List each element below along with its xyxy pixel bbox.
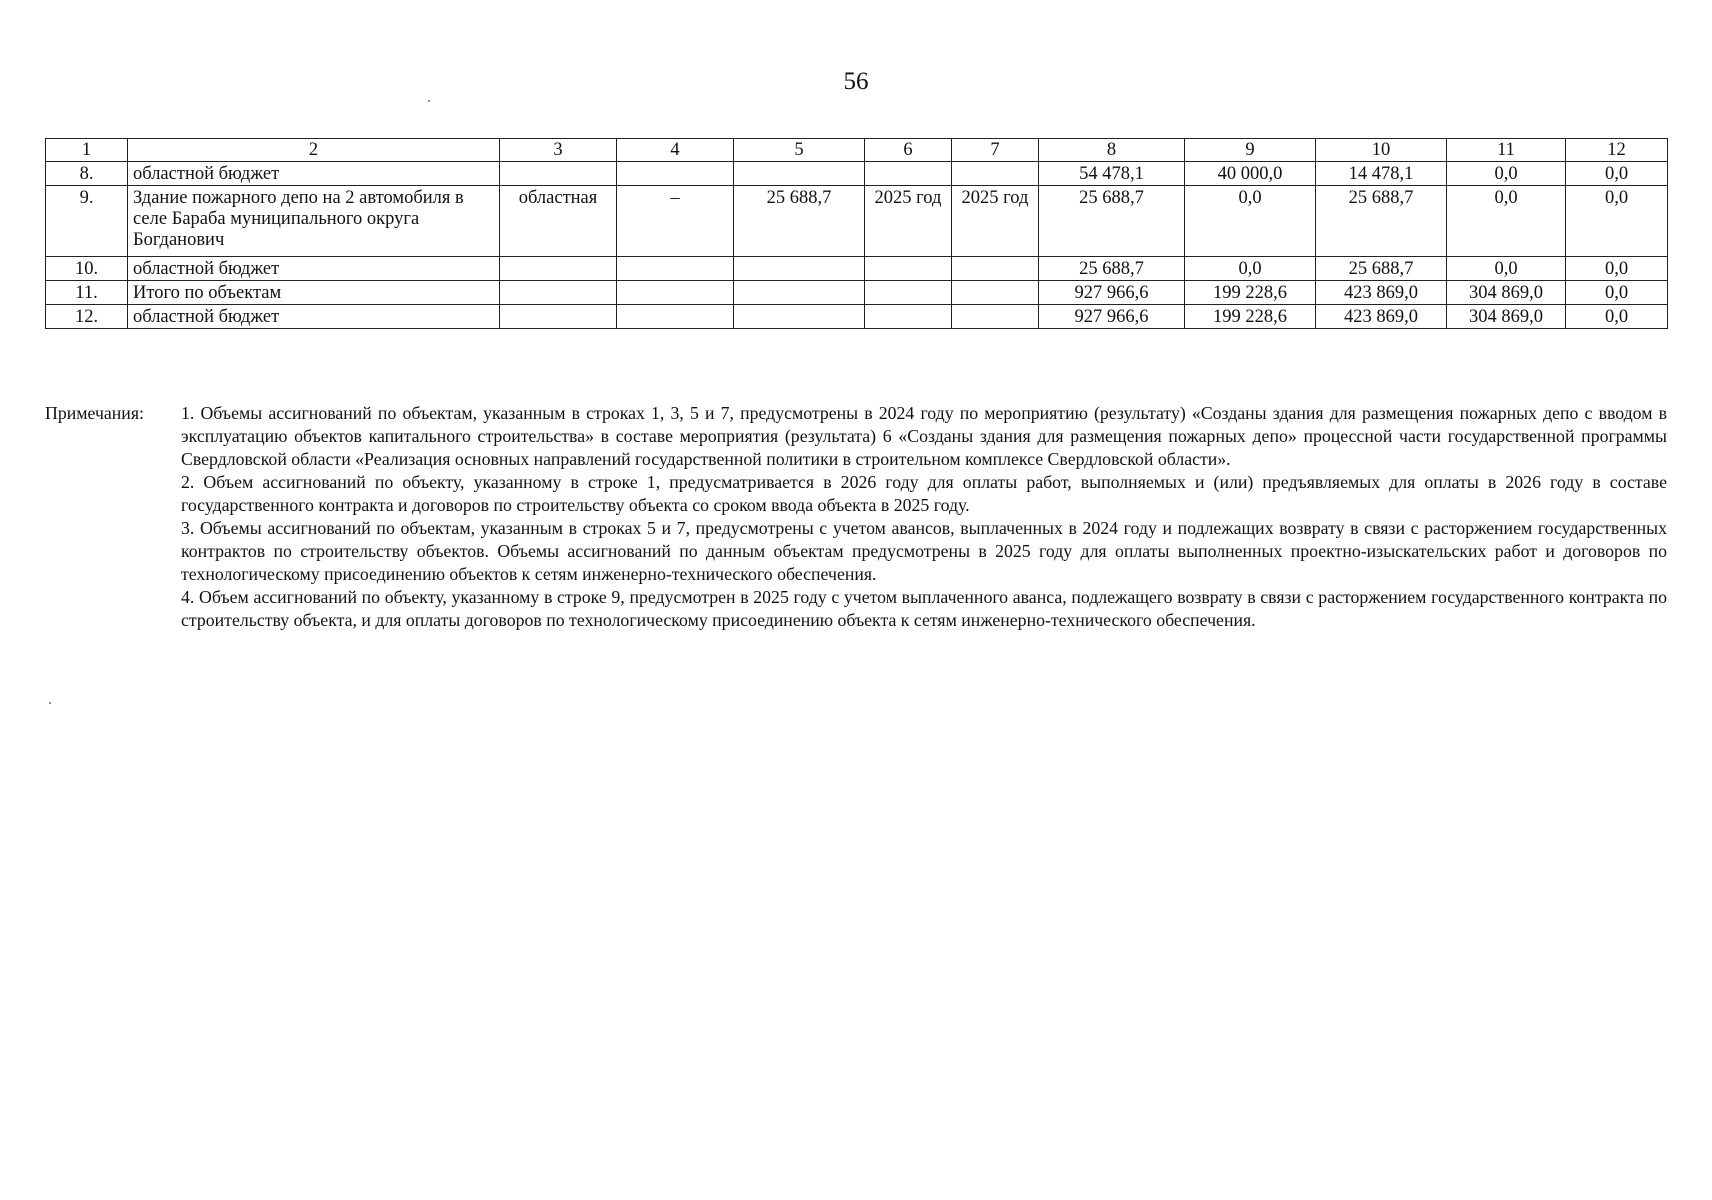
notes-label: Примечания: bbox=[45, 403, 144, 423]
header-cell: 5 bbox=[734, 139, 865, 162]
table-cell bbox=[617, 257, 734, 281]
table-cell: областная bbox=[500, 186, 617, 257]
table-cell bbox=[500, 257, 617, 281]
table-cell bbox=[865, 281, 952, 305]
table-cell: 0,0 bbox=[1566, 186, 1668, 257]
header-cell: 12 bbox=[1566, 139, 1668, 162]
table-row bbox=[46, 281, 1668, 305]
table-row bbox=[46, 186, 1668, 257]
table-cell bbox=[865, 162, 952, 186]
table-cell bbox=[617, 281, 734, 305]
note-item: 1. Объемы ассигнований по объектам, указанным в строках 1, 3, 5 и 7, предусмотрены в 2024 году по мероприятию (результату) «Созданы здания для размещения пожарных депо с вводом в эксплуатацию объектов капитального строительства» в составе мероприятия (результата) 6 «Созданы здания для размещения пожарных депо» процессной части государственной программы Свердловской области «Реализация основных направлений государственной политики в строительном комплексе Свердловской области». bbox=[181, 403, 1667, 469]
header-cell: 11 bbox=[1447, 139, 1566, 162]
table-cell: 25 688,7 bbox=[1316, 257, 1447, 281]
row-number-cell: 8. bbox=[46, 162, 128, 186]
table-cell bbox=[734, 257, 865, 281]
table-cell: 25 688,7 bbox=[1039, 186, 1185, 257]
row-number-cell: 9. bbox=[46, 186, 128, 257]
table-cell: 0,0 bbox=[1447, 162, 1566, 186]
note-item: 2. Объем ассигнований по объекту, указанному в строке 1, предусматривается в 2026 году для оплаты работ, выполняемых и (или) предъявляемых для оплаты в 2026 году в составе государственного контракта и договоров по строительству объекта со сроком ввода объекта в 2025 году. bbox=[181, 472, 1667, 515]
budget-table bbox=[45, 138, 1668, 329]
header-cell: 1 bbox=[46, 139, 128, 162]
row-name-cell: Здание пожарного депо на 2 автомобиля в селе Бараба муниципального округа Богданович bbox=[128, 186, 500, 257]
table-cell: 423 869,0 bbox=[1316, 281, 1447, 305]
table-cell: 199 228,6 bbox=[1185, 281, 1316, 305]
table-cell bbox=[500, 281, 617, 305]
table-cell: 54 478,1 bbox=[1039, 162, 1185, 186]
notes-body bbox=[181, 402, 1667, 632]
table-cell: 0,0 bbox=[1566, 305, 1668, 329]
table-cell: 40 000,0 bbox=[1185, 162, 1316, 186]
header-cell: 8 bbox=[1039, 139, 1185, 162]
table-cell: 927 966,6 bbox=[1039, 305, 1185, 329]
table-cell: 0,0 bbox=[1566, 162, 1668, 186]
table-cell bbox=[865, 257, 952, 281]
row-name-cell: областной бюджет bbox=[128, 257, 500, 281]
table-cell: 14 478,1 bbox=[1316, 162, 1447, 186]
row-number-cell: 12. bbox=[46, 305, 128, 329]
table-cell: 199 228,6 bbox=[1185, 305, 1316, 329]
row-name-cell: областной бюджет bbox=[128, 305, 500, 329]
table-cell: 2025 год bbox=[952, 186, 1039, 257]
table-cell: 0,0 bbox=[1566, 281, 1668, 305]
header-cell: 9 bbox=[1185, 139, 1316, 162]
header-cell: 10 bbox=[1316, 139, 1447, 162]
table-cell: – bbox=[617, 186, 734, 257]
table-cell: 304 869,0 bbox=[1447, 281, 1566, 305]
scan-speck bbox=[49, 702, 51, 704]
header-cell: 3 bbox=[500, 139, 617, 162]
table-cell bbox=[952, 162, 1039, 186]
table-cell bbox=[734, 281, 865, 305]
row-name-cell: областной бюджет bbox=[128, 162, 500, 186]
row-number-cell: 11. bbox=[46, 281, 128, 305]
table-cell bbox=[952, 305, 1039, 329]
table-cell bbox=[734, 305, 865, 329]
table-row bbox=[46, 257, 1668, 281]
table-cell: 0,0 bbox=[1447, 257, 1566, 281]
table-cell: 2025 год bbox=[865, 186, 952, 257]
header-cell: 7 bbox=[952, 139, 1039, 162]
row-number-cell: 10. bbox=[46, 257, 128, 281]
table-cell: 25 688,7 bbox=[1039, 257, 1185, 281]
table-cell: 0,0 bbox=[1447, 186, 1566, 257]
table-cell: 423 869,0 bbox=[1316, 305, 1447, 329]
table-cell: 927 966,6 bbox=[1039, 281, 1185, 305]
header-cell: 4 bbox=[617, 139, 734, 162]
table-cell bbox=[617, 305, 734, 329]
table-cell: 0,0 bbox=[1185, 257, 1316, 281]
table-cell bbox=[500, 162, 617, 186]
table-cell bbox=[500, 305, 617, 329]
table-cell: 0,0 bbox=[1185, 186, 1316, 257]
table-cell: 25 688,7 bbox=[734, 186, 865, 257]
note-item: 3. Объемы ассигнований по объектам, указанным в строках 5 и 7, предусмотрены с учетом авансов, выплаченных в 2024 году и подлежащих возврату в связи с расторжением государственных контрактов по строительству объектов. Объемы ассигнований по данным объектам предусмотрены в 2025 году для оплаты выполненных проектно-изыскательских работ и договоров по технологическому присоединению объектов к сетям инженерно-технического обеспечения. bbox=[181, 518, 1667, 584]
table-row bbox=[46, 162, 1668, 186]
table-cell bbox=[865, 305, 952, 329]
table-cell bbox=[952, 257, 1039, 281]
table-cell: 0,0 bbox=[1566, 257, 1668, 281]
table-row bbox=[46, 305, 1668, 329]
row-name-cell: Итого по объектам bbox=[128, 281, 500, 305]
note-item: 4. Объем ассигнований по объекту, указанному в строке 9, предусмотрен в 2025 году с учетом выплаченного аванса, подлежащего возврату в связи с расторжением государственного контракта по строительству объекта, и для оплаты договоров по технологическому присоединению объекта к сетям инженерно-технического обеспечения. bbox=[181, 587, 1667, 630]
scan-speck bbox=[428, 100, 430, 102]
table-cell bbox=[617, 162, 734, 186]
table-cell bbox=[734, 162, 865, 186]
header-cell: 6 bbox=[865, 139, 952, 162]
table-body bbox=[46, 139, 1668, 329]
table-cell: 304 869,0 bbox=[1447, 305, 1566, 329]
page-number: 56 bbox=[843, 68, 869, 95]
table-cell bbox=[952, 281, 1039, 305]
table-header-row bbox=[46, 139, 1668, 162]
header-cell: 2 bbox=[128, 139, 500, 162]
table-cell: 25 688,7 bbox=[1316, 186, 1447, 257]
